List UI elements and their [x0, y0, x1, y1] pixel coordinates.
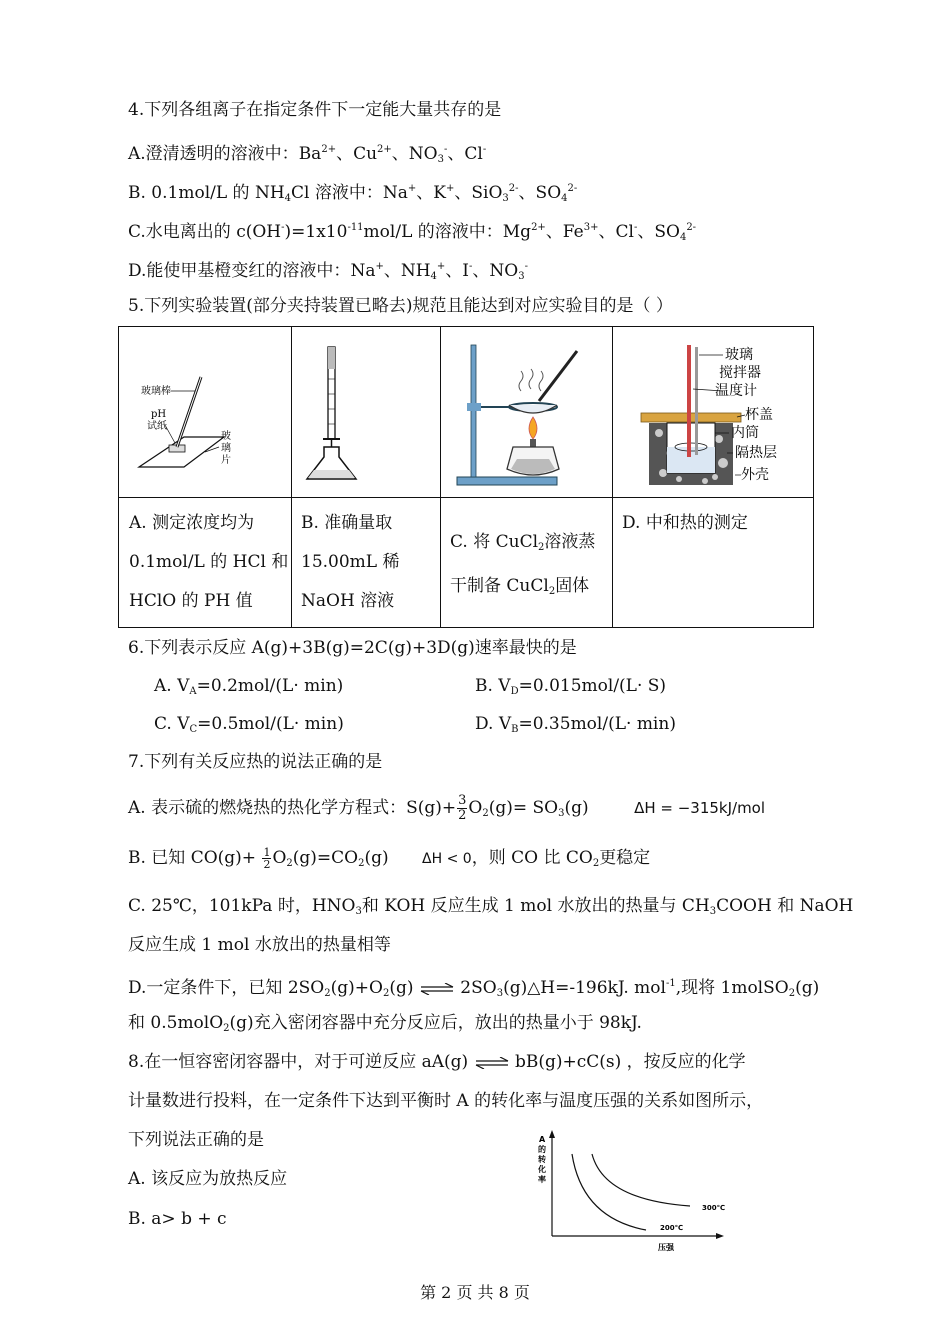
svg-text:隔热层: 隔热层: [735, 445, 777, 461]
q6-option-d: D. $V_B=0.35mol/(L\cdot \min)$: [475, 714, 676, 735]
q8-stem-line2: 计量数进行投料，在一定条件下达到平衡时 A 的转化率与温度压强的关系如图所示，: [128, 1091, 764, 1111]
svg-text:搅拌器: 搅拌器: [719, 365, 761, 381]
q7-option-d-line2: 和 0.5molO$_2$(g)充入密闭容器中充分反应后，放出的热量小于 98kJ.: [128, 1013, 642, 1034]
q5-option-a: A. 测定浓度均为 0.1mol/L 的 HCl 和 HClO 的 PH 值: [129, 513, 289, 611]
q5-option-d: D. 中和热的测定: [622, 513, 748, 533]
equilibrium-arrow-icon: [419, 983, 455, 995]
q8-option-b: B. a> b + c: [128, 1209, 227, 1229]
q5-option-c: C. 将 CuCl$_2$溶液蒸 干制备 CuCl$_2$固体: [450, 532, 596, 597]
svg-text:的: 的: [538, 1145, 546, 1154]
q6-option-a: A. $V_A=0.2mol/(L\cdot \min)$: [154, 676, 344, 697]
q4-option-d: D.能使甲基橙变红的溶液中：Na+、$NH_4^+$、I-、$NO_3^-$: [128, 261, 528, 282]
svg-text:温度计: 温度计: [715, 383, 757, 399]
q8-stem-line3: 下列说法正确的是: [128, 1130, 264, 1150]
calorimeter-figure: [619, 335, 809, 495]
q4-stem: 4.下列各组离子在指定条件下一定能大量共存的是: [128, 100, 502, 120]
q6-option-c: C. $V_C=0.5mol/(L\cdot \min)$: [154, 714, 344, 735]
q7-option-c-line1: C. 25℃，101kPa 时，$HNO_3$和 KOH 反应生成 1 mol 水放出的热量与 $CH_3COOH$ 和 NaOH: [128, 896, 854, 917]
q4-option-b: B. 0.1mol/L 的 $NH_4Cl$ 溶液中：Na+、K+、SiO$_3^{2-}$、$SO_4^{2-}$: [128, 183, 578, 204]
q5-stem: 5.下列实验装置(部分夹持装置已略去)规范且能达到对应实验目的是（ ）: [128, 296, 673, 316]
svg-text:试纸: 试纸: [147, 421, 167, 432]
q8-option-a: A. 该反应为放热反应: [128, 1169, 288, 1189]
svg-text:片: 片: [221, 455, 231, 466]
q7-stem: 7.下列有关反应热的说法正确的是: [128, 752, 383, 772]
svg-text:200℃: 200℃: [660, 1224, 684, 1232]
q7-option-b: B. 已知 CO(g)+ $\frac{1}{2}$ $O_2(g)=CO_2(g) \Delta H < 0$，则 CO 比 $CO_2$更稳定: [128, 846, 651, 871]
burette-flask-figure: [299, 339, 429, 489]
q7-option-d-line1: D.一定条件下，已知 $2SO_2(g)+O_2(g)$ $2SO_3(g)\triangle H=-196kJ$. mol$^{-1}$,现将 1molSO$_2$(g): [128, 978, 820, 999]
q6-option-b: B. $V_D=0.015mol/(L\cdot S)$: [475, 676, 667, 697]
ph-paper-figure: [129, 357, 289, 497]
svg-text:pH: pH: [151, 409, 167, 420]
q7-option-c-line2: 反应生成 1 mol 水放出的热量相等: [128, 935, 391, 955]
svg-text:转: 转: [538, 1155, 546, 1164]
svg-text:内筒: 内筒: [731, 425, 759, 441]
svg-text:A: A: [539, 1135, 546, 1144]
svg-text:外壳: 外壳: [741, 467, 769, 483]
svg-text:率: 率: [538, 1175, 546, 1184]
q6-stem: 6.下列表示反应 A(g)+3B(g)=2C(g)+3D(g)速率最快的是: [128, 638, 577, 658]
page-footer: 第 2 页 共 8 页: [420, 1283, 530, 1302]
conversion-pressure-graph: [530, 1128, 730, 1252]
q4-option-a: A.澄清透明的溶液中：$Ba^{2+}$、$Cu^{2+}$、$NO_3^-$、Cl-: [128, 144, 487, 165]
equilibrium-arrow-icon: [474, 1057, 510, 1069]
svg-text:杯盖: 杯盖: [745, 407, 773, 423]
evaporation-figure: [447, 335, 607, 493]
q5-option-b: B. 准确量取 15.00mL 稀 NaOH 溶液: [301, 513, 400, 611]
svg-text:玻: 玻: [221, 431, 231, 442]
svg-text:玻璃: 玻璃: [725, 347, 753, 363]
svg-text:300℃: 300℃: [702, 1204, 726, 1212]
svg-text:化: 化: [538, 1165, 546, 1174]
q7-option-a: A. 表示硫的燃烧热的热化学方程式：S(g)+ $\frac{3}{2}$ $O_2(g)= SO_3(g) \Delta H = -315kJ/mol$: [128, 793, 766, 823]
q5-apparatus-table: [118, 326, 814, 628]
svg-text:璃: 璃: [221, 443, 231, 454]
svg-text:玻璃棒: 玻璃棒: [141, 386, 171, 397]
q8-stem-line1: 8.在一恒容密闭容器中，对于可逆反应 aA(g) bB(g)+cC(s) ，按反应的化学: [128, 1052, 746, 1072]
q4-option-c: C.水电离出的 $c(OH^-)=1x10^{-11}mol/L$ 的溶液中：$Mg^{2+}$、$Fe^{3+}$、Cl-、$SO_4^{2-}$: [128, 222, 697, 243]
svg-text:压强: 压强: [658, 1243, 674, 1252]
